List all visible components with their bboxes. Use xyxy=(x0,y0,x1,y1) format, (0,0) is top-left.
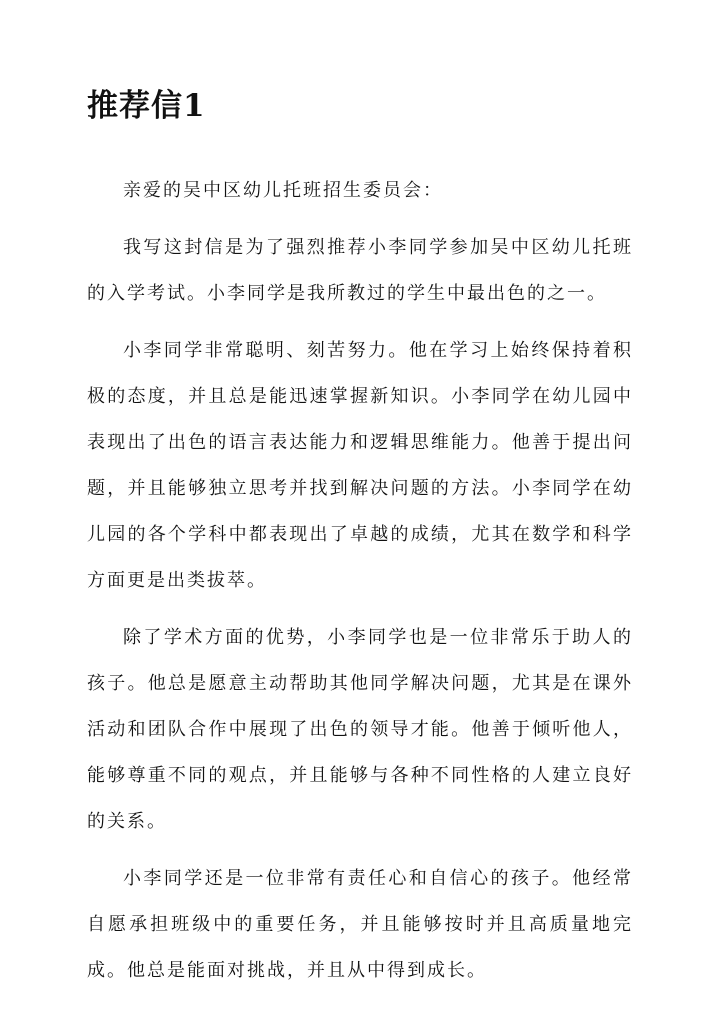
paragraph-academics: 小李同学非常聪明、刻苦努力。他在学习上始终保持着积极的态度，并且总是能迅速掌握新知识。小李同学在幼儿园中表现出了出色的语言表达能力和逻辑思维能力。他善于提出问题，并且能够独立思考并找到解决问题的方法。小李同学在幼儿园的各个学科中都表现出了卓越的成绩，尤其在数学和科学方面更是出类拔萃。 xyxy=(87,340,633,591)
page-title: 推荐信1 xyxy=(87,88,206,124)
salutation: 亲爱的吴中区幼儿托班招生委员会： xyxy=(123,180,443,201)
paragraph-intro: 我写这封信是为了强烈推荐小李同学参加吴中区幼儿托班的入学考试。小李同学是我所教过的学生中最出色的之一。 xyxy=(87,237,633,304)
paragraph-responsibility: 小李同学还是一位非常有责任心和自信心的孩子。他经常自愿承担班级中的重要任务，并且能够按时并且高质量地完成。他总是能面对挑战，并且从中得到成长。 xyxy=(87,868,633,981)
paragraph-character: 除了学术方面的优势，小李同学也是一位非常乐于助人的孩子。他总是愿意主动帮助其他同学解决问题，尤其是在课外活动和团队合作中展现了出色的领导才能。他善于倾听他人，能够尊重不同的观点，并且能够与各种不同性格的人建立良好的关系。 xyxy=(87,627,633,832)
letter-body xyxy=(87,168,633,1005)
